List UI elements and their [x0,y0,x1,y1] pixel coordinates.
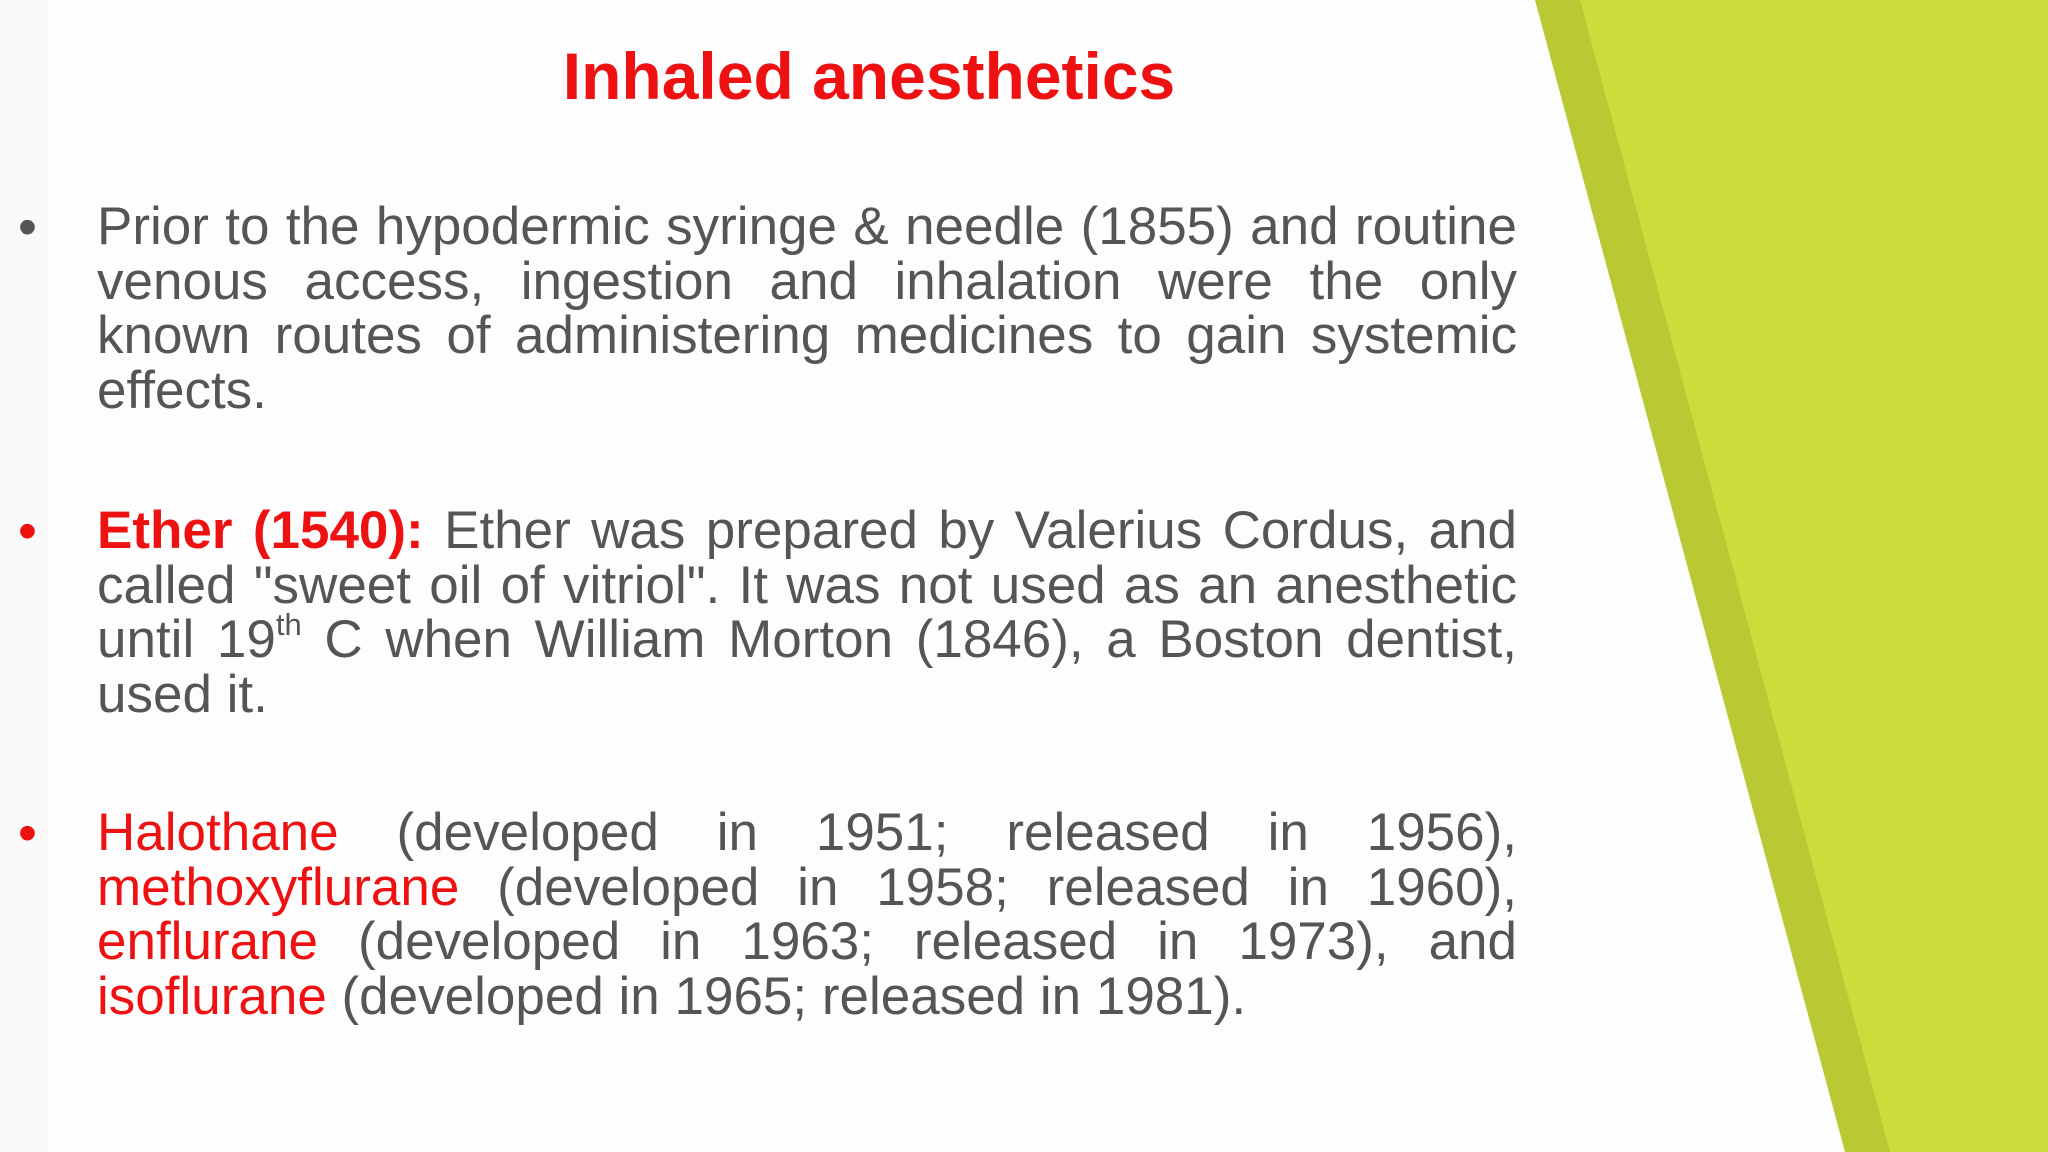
agent-name-halothane: Halothane [97,803,339,862]
agent-dates-halothane: (developed in 1951; released in 1956), [338,803,1517,862]
agent-dates-isoflurane: (developed in 1965; released in 1981). [326,966,1247,1026]
ether-label: Ether (1540): [97,501,424,560]
bullet-text-history: Prior to the hypodermic syringe & needle (1855) and routine venous access, ingestion and inhalation were the only known routes of administering medicines to gain systemic effects. [97,197,1517,420]
bullet-marker: • [18,803,37,863]
agent-dates-enflurane: (developed in 1963; released in 1973), and [318,912,1517,971]
ordinal-suffix: th [275,607,302,642]
ether-description-part-2: C when William Morton (1846), a Boston dentist, used it. [97,610,1517,724]
bullet-text-agents [97,803,1517,1026]
agent-name-methoxyflurane: methoxyflurane [97,857,460,917]
agent-name-enflurane: enflurane [97,912,319,971]
agent-name-isoflurane: isoflurane [97,966,327,1026]
bullet-marker: • [18,197,37,257]
bullet-marker: • [18,501,37,561]
bullet-text-ether [97,501,1517,724]
agent-dates-methoxyflurane: (developed in 1958; released in 1960), [459,857,1517,917]
slide-title: Inhaled anesthetics [562,39,1176,113]
ether-description-part-1: Ether was prepared by Valerius Cordus, and called "sweet oil of vitriol". It was not used as an anesthetic until 19 [97,501,1517,669]
